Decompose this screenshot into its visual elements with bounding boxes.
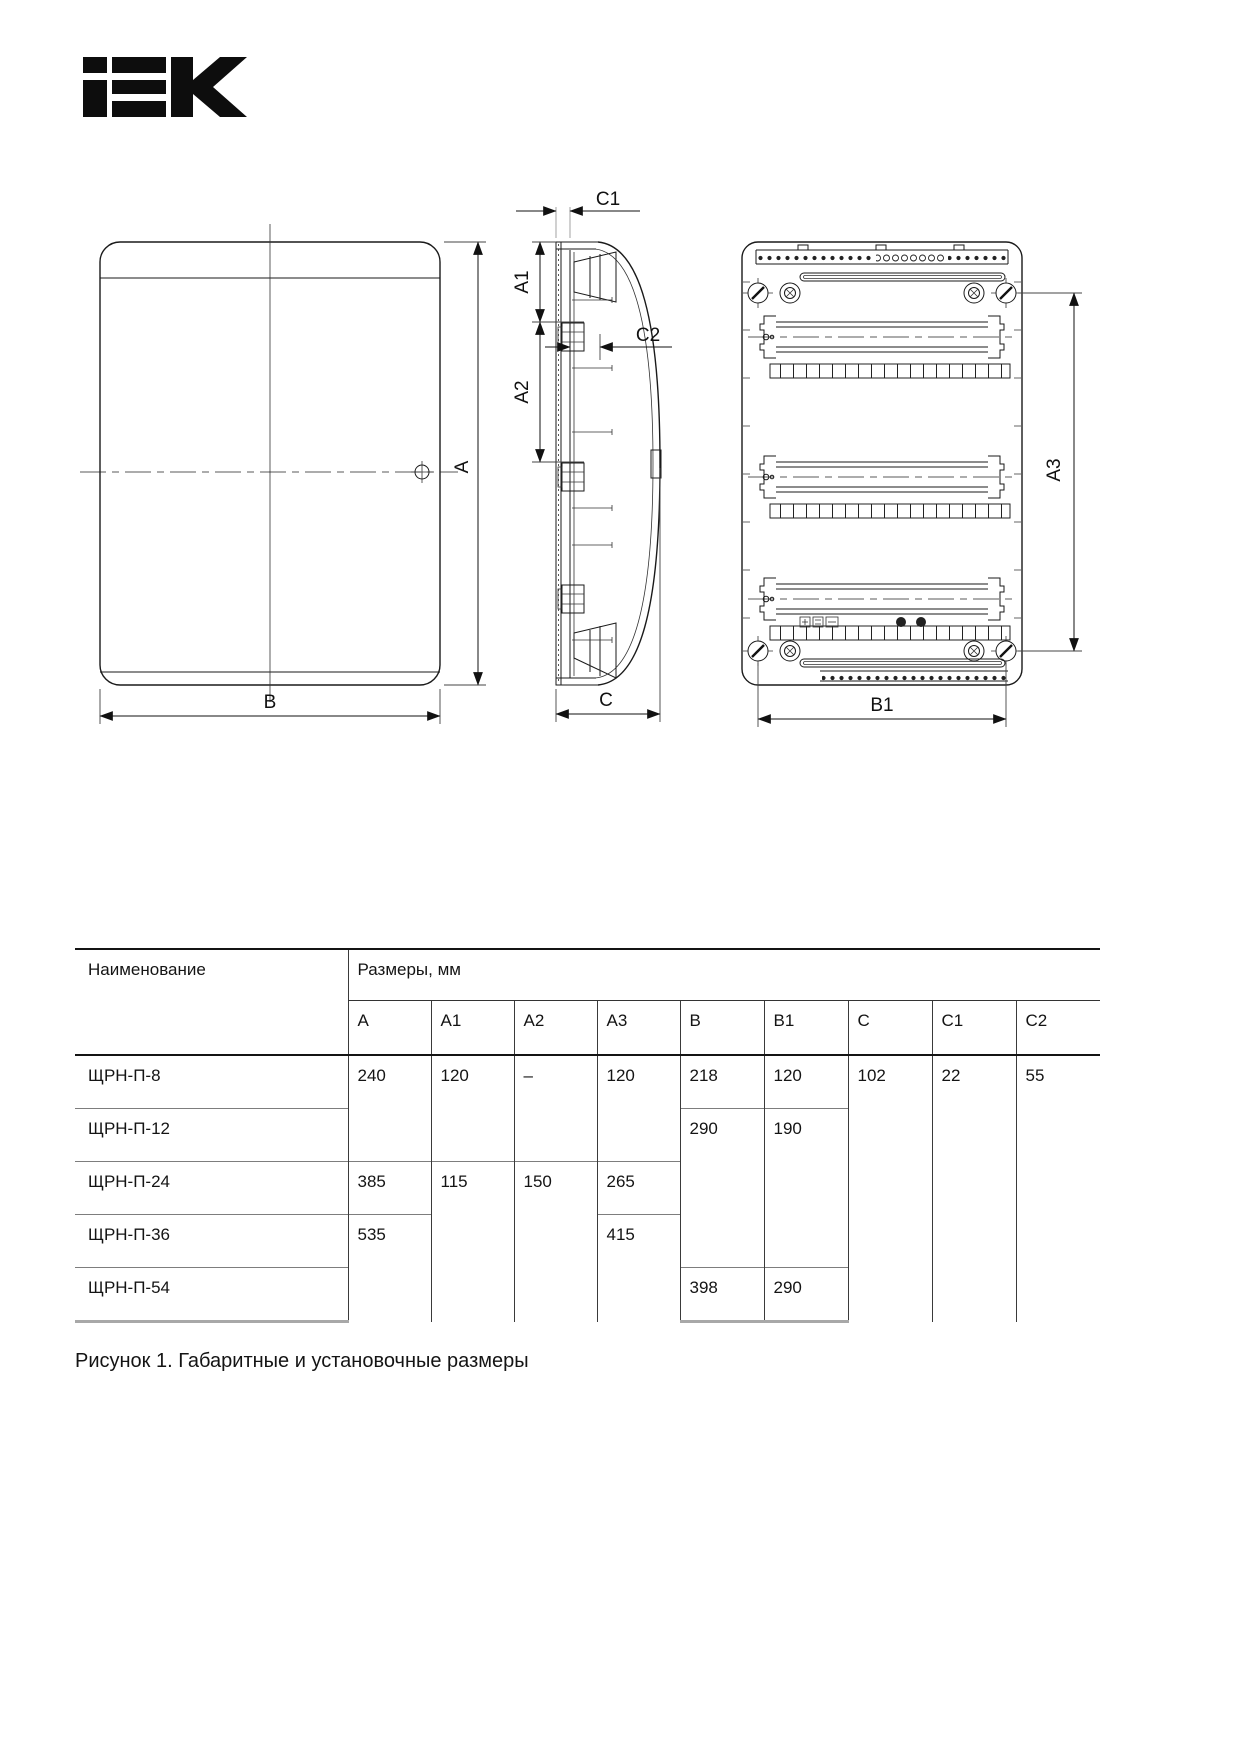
mounting-keyhole: [743, 636, 773, 666]
dim-value-cell: 22: [932, 1055, 1016, 1322]
dim-value-cell: 385: [348, 1162, 431, 1215]
dim-label-c: C: [599, 690, 613, 711]
dim-value-cell: 190: [764, 1109, 848, 1268]
table-row: [75, 1055, 1100, 1109]
dim-value-cell: 290: [764, 1268, 848, 1322]
screw-head: [780, 283, 800, 303]
dimension-C1: [516, 189, 640, 238]
screw-head: [964, 283, 984, 303]
model-name-cell: ЩРН-П-12: [75, 1109, 348, 1162]
column-header-dims: Размеры, мм: [348, 949, 1100, 1001]
din-rail: [748, 578, 1014, 620]
dim-value-cell: 218: [680, 1055, 764, 1109]
column-header-a1: A1: [431, 1001, 514, 1056]
dim-value-cell: 415: [597, 1215, 680, 1322]
bottom-cable-slot: [800, 659, 1005, 667]
dim-value-cell: –: [514, 1055, 597, 1162]
side-view-drawing: [512, 189, 672, 722]
dim-value-cell: 265: [597, 1162, 680, 1215]
column-header-a2: A2: [514, 1001, 597, 1056]
dimension-drawing: [0, 0, 1237, 770]
mounting-keyhole: [743, 278, 773, 308]
dim-label-a: A: [452, 460, 473, 474]
column-header-a: A: [348, 1001, 431, 1056]
dim-value-cell: 55: [1016, 1055, 1100, 1322]
dim-label-c1: C1: [595, 189, 621, 210]
figure-caption: Рисунок 1. Габаритные и установочные размеры: [75, 1350, 529, 1372]
column-header-c: C: [848, 1001, 932, 1056]
dim-value-cell: 102: [848, 1055, 932, 1322]
model-name-cell: ЩРН-П-8: [75, 1055, 348, 1109]
top-knockout-strip: [756, 245, 1008, 264]
dimension-A3: [1018, 293, 1082, 651]
door-lock-icon: [411, 461, 433, 483]
column-header-b1: B1: [764, 1001, 848, 1056]
comb-strip: [770, 364, 1010, 378]
dim-label-c2: C2: [635, 325, 661, 346]
dim-label-a1: A1: [512, 270, 533, 294]
screw-head: [964, 641, 984, 661]
column-header-c2: C2: [1016, 1001, 1100, 1056]
dim-label-b: B: [263, 692, 277, 713]
model-name-cell: ЩРН-П-24: [75, 1162, 348, 1215]
model-name-cell: ЩРН-П-36: [75, 1215, 348, 1268]
dim-value-cell: 150: [514, 1162, 597, 1322]
iek-logo: [83, 57, 247, 117]
dim-value-cell: 120: [597, 1055, 680, 1162]
dim-value-cell: 240: [348, 1055, 431, 1162]
dim-value-cell: 398: [680, 1268, 764, 1322]
dimension-C2: [545, 325, 672, 360]
dimension-A2: [512, 322, 540, 462]
column-header-a3: A3: [597, 1001, 680, 1056]
dim-label-a2: A2: [512, 380, 533, 404]
mounting-keyhole: [991, 278, 1021, 308]
dim-value-cell: 120: [764, 1055, 848, 1109]
column-header-b: B: [680, 1001, 764, 1056]
comb-strip: [770, 504, 1010, 518]
dimensions-table: [75, 948, 1100, 1323]
rear-view-drawing: [742, 242, 1082, 727]
dim-label-a3: A3: [1044, 458, 1065, 482]
dimension-A1: [512, 242, 584, 462]
column-header-c1: C1: [932, 1001, 1016, 1056]
dim-value-cell: 115: [431, 1162, 514, 1322]
screw-head: [780, 641, 800, 661]
front-view-drawing: [80, 224, 486, 724]
dim-value-cell: 120: [431, 1055, 514, 1162]
dim-value-cell: 290: [680, 1109, 764, 1268]
dimension-B: [100, 689, 440, 724]
bottom-knockout-strip: [822, 671, 1006, 681]
din-rail: [748, 456, 1014, 498]
comb-strip: [770, 626, 1010, 640]
dim-label-b1: B1: [870, 695, 894, 716]
model-name-cell: ЩРН-П-54: [75, 1268, 348, 1322]
din-rail: [748, 316, 1014, 358]
rail-cross-sections: [558, 323, 584, 613]
dim-value-cell: 535: [348, 1215, 431, 1322]
dimension-A: [444, 242, 486, 685]
column-header-name: Наименование: [75, 949, 348, 1055]
top-cable-slot: [800, 273, 1005, 281]
